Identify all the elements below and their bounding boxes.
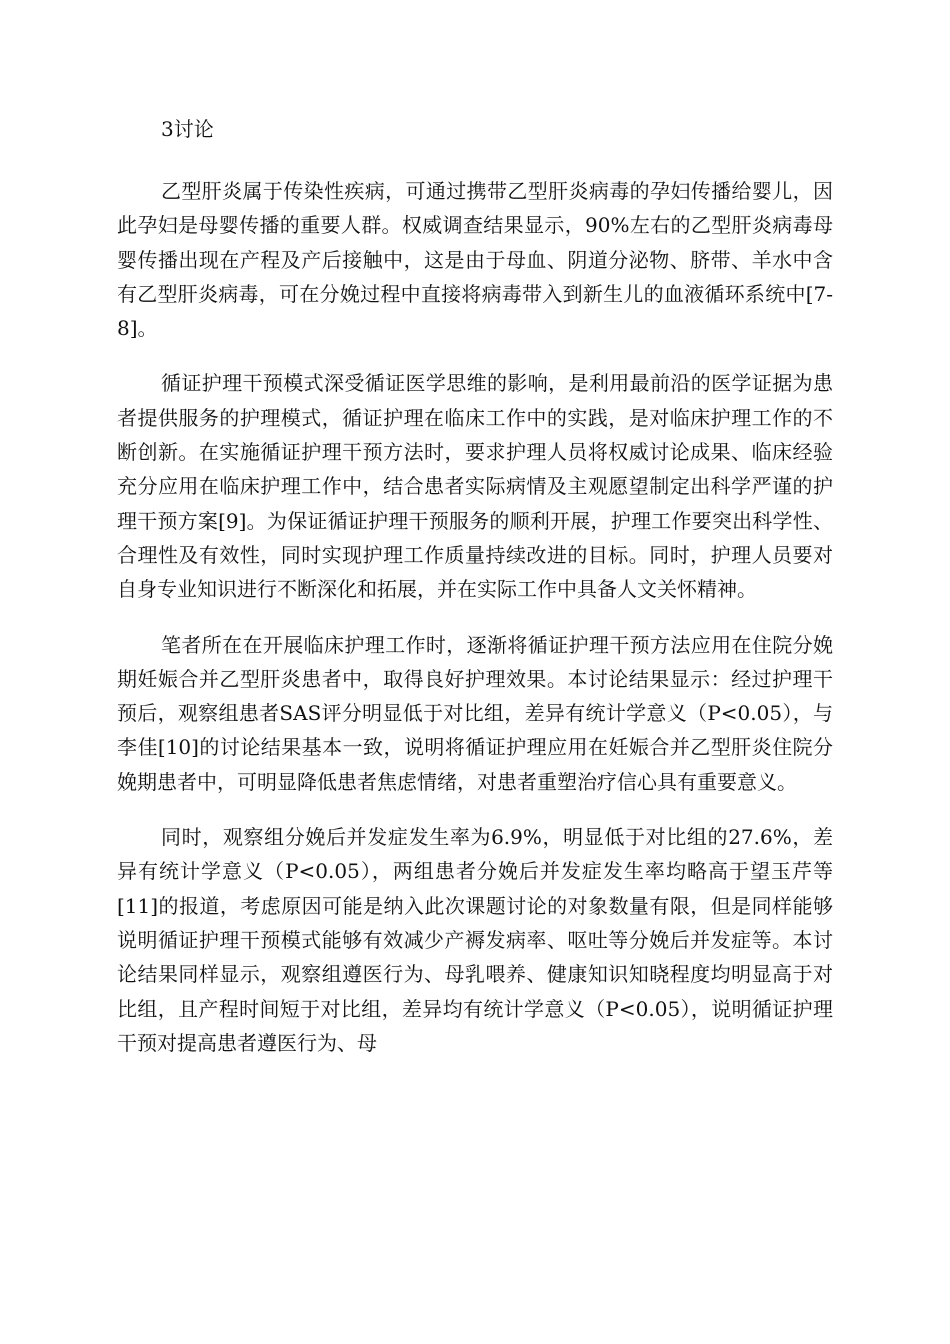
paragraph-transmission: 乙型肝炎属于传染性疾病，可通过携带乙型肝炎病毒的孕妇传播给婴儿，因此孕妇是母婴传播的重要人群。权威调查结果显示，90%左右的乙型肝炎病毒母婴传播出现在产程及产后接触中，这是由于母血、阴道分泌物、脐带、羊水中含有乙型肝炎病毒，可在分娩过程中直接将病毒带入到新生儿的血液循环系统中[7-8]。 (117, 179, 833, 341)
paragraph-sas-results: 笔者所在在开展临床护理工作时，逐渐将循证护理干预方法应用在住院分娩期妊娠合并乙型肝炎患者中，取得良好护理效果。本讨论结果显示：经过护理干预后，观察组患者SAS评分明显低于对比组，差异有统计学意义（P<0.05），与李佳[10]的讨论结果基本一致，说明将循证护理应用在妊娠合并乙型肝炎住院分娩期患者中，可明显降低患者焦虑情绪，对患者重塑治疗信心具有重要意义。 (117, 632, 833, 794)
paragraph-evidence-based-nursing: 循证护理干预模式深受循证医学思维的影响，是利用最前沿的医学证据为患者提供服务的护理模式，循证护理在临床工作中的实践，是对临床护理工作的不断创新。在实施循证护理干预方法时，要求护理人员将权威讨论成果、临床经验充分应用在临床护理工作中，结合患者实际病情及主观愿望制定出科学严谨的护理干预方案[9]。为保证循证护理干预服务的顺利开展，护理工作要突出科学性、合理性及有效性，同时实现护理工作质量持续改进的目标。同时，护理人员要对自身专业知识进行不断深化和拓展，并在实际工作中具备人文关怀精神。 (117, 371, 833, 602)
paragraph-complications: 同时，观察组分娩后并发症发生率为6.9%，明显低于对比组的27.6%，差异有统计学意义（P<0.05），两组患者分娩后并发症发生率均略高于望玉芹等[11]的报道，考虑原因可能是纳入此次课题讨论的对象数量有限，但是同样能够说明循证护理干预模式能够有效减少产褥发病率、呕吐等分娩后并发症等。本讨论结果同样显示，观察组遵医行为、母乳喂养、健康知识知晓程度均明显高于对比组，且产程时间短于对比组，差异均有统计学意义（P<0.05），说明循证护理干预对提高患者遵医行为、母 (117, 825, 833, 1055)
document-page (117, 112, 833, 1081)
section-heading: 3讨论 (161, 117, 214, 141)
